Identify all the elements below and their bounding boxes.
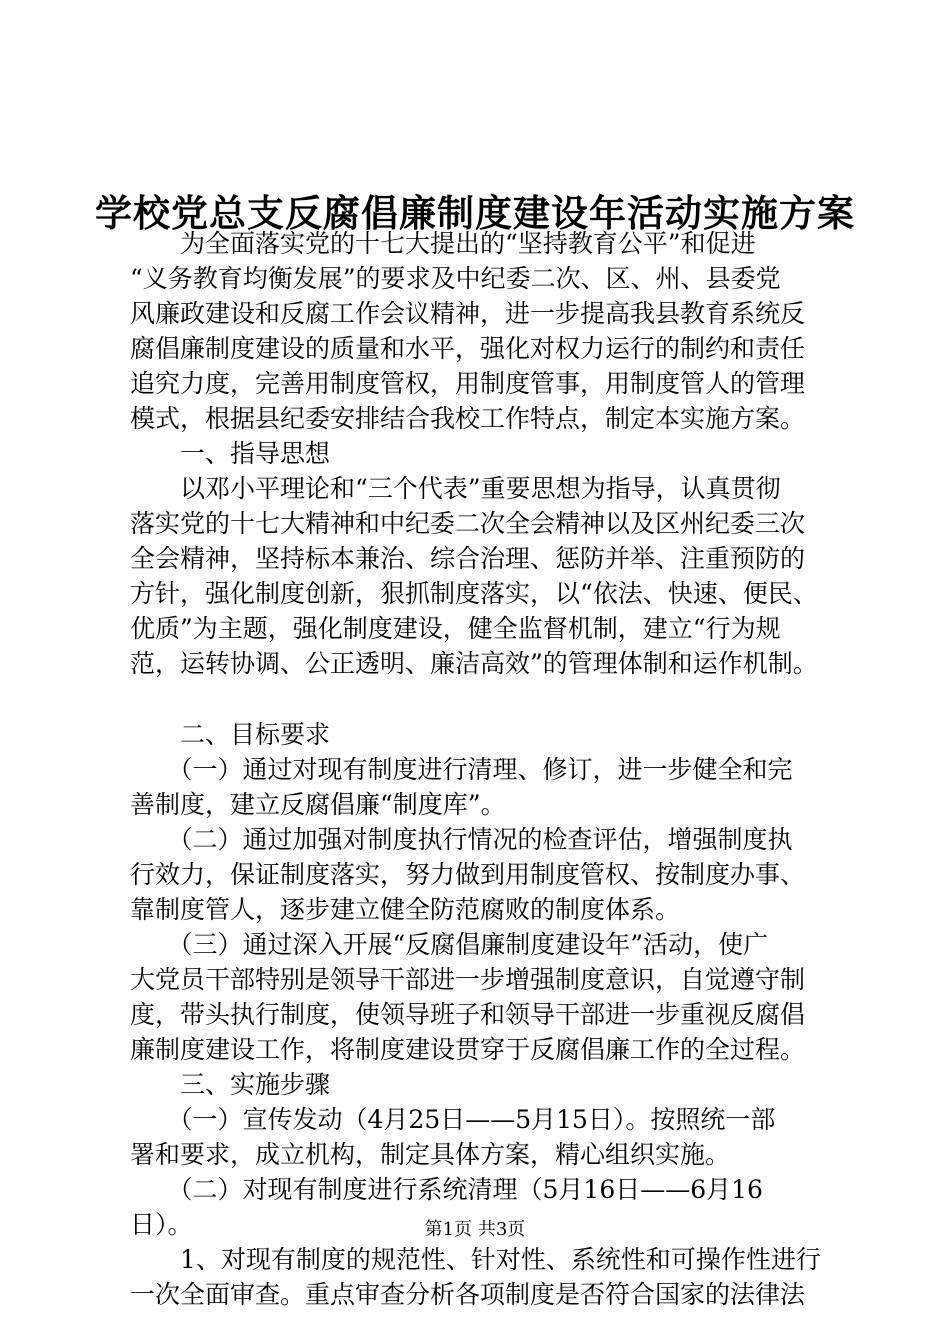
body-line: 靠制度管人，逐步建立健全防范腐败的制度体系。 — [130, 895, 681, 924]
body-line: 方针，强化制度创新，狠抓制度落实，以“依法、快速、便民、 — [130, 579, 818, 608]
document-title: 学校党总支反腐倡廉制度建设年活动实施方案 — [95, 191, 855, 235]
page-number-footer: 第1页 共3页 — [424, 1219, 526, 1240]
body-line: 廉制度建设工作，将制度建设贯穿于反腐倡廉工作的全过程。 — [130, 1035, 806, 1064]
body-line: 腐倡廉制度建设的质量和水平，强化对权力运行的制约和责任 — [130, 334, 806, 363]
body-line: “义务教育均衡发展”的要求及中纪委二次、区、州、县委党 — [130, 264, 781, 293]
body-line: 署和要求，成立机构，制定具体方案，精心组织实施。 — [130, 1140, 731, 1169]
body-line: 追究力度，完善用制度管权，用制度管事，用制度管人的管理 — [130, 369, 806, 398]
section-heading: 二、目标要求 — [130, 720, 331, 749]
section-heading: 三、实施步骤 — [130, 1070, 331, 1099]
body-line: （三）通过深入开展“反腐倡廉制度建设年”活动，使广 — [130, 930, 769, 959]
body-line: 一次全面审查。重点审查分析各项制度是否符合国家的法律法 — [130, 1280, 806, 1309]
body-line: 行效力，保证制度落实，努力做到用制度管权、按制度办事、 — [130, 860, 806, 889]
body-line: 全会精神，坚持标本兼治、综合治理、惩防并举、注重预防的 — [130, 544, 806, 573]
body-line: 1、对现有制度的规范性、针对性、系统性和可操作性进行 — [130, 1245, 821, 1274]
document-body — [130, 226, 830, 1312]
body-line: 善制度，建立反腐倡廉“制度库”。 — [130, 790, 506, 819]
body-line: 落实党的十七大精神和中纪委二次全会精神以及区州纪委三次 — [130, 509, 806, 538]
body-line: （一）通过对现有制度进行清理、修订，进一步健全和完 — [130, 755, 793, 784]
body-line: 大党员干部特别是领导干部进一步增强制度意识，自觉遵守制 — [130, 965, 806, 994]
body-line: 日）。 — [130, 1210, 193, 1239]
section-heading: 一、指导思想 — [130, 439, 331, 468]
body-line: 模式，根据县纪委安排结合我校工作特点，制定本实施方案。 — [130, 404, 806, 433]
body-line: （二）通过加强对制度执行情况的检查评估，增强制度执 — [130, 825, 793, 854]
body-line: 为全面落实党的十七大提出的“坚持教育公平”和促进 — [130, 229, 756, 258]
body-line: 范，运转协调、公正透明、廉洁高效”的管理体制和运作机制。 — [130, 649, 818, 678]
body-line: （二）对现有制度进行系统清理（5月16日——6月16 — [130, 1175, 763, 1204]
body-line: 风廉政建设和反腐工作会议精神，进一步提高我县教育系统反 — [130, 299, 806, 328]
body-line: （一）宣传发动（4月25日——5月15日）。按照统一部 — [130, 1105, 776, 1134]
blank-line — [130, 681, 830, 717]
body-line: 度，带头执行制度，使领导班子和领导干部进一步重视反腐倡 — [130, 1000, 806, 1029]
body-line: 以邓小平理论和“三个代表”重要思想为指导，认真贯彻 — [130, 474, 781, 503]
body-line: 优质”为主题，强化制度建设，健全监督机制，建立“行为规 — [130, 614, 781, 643]
